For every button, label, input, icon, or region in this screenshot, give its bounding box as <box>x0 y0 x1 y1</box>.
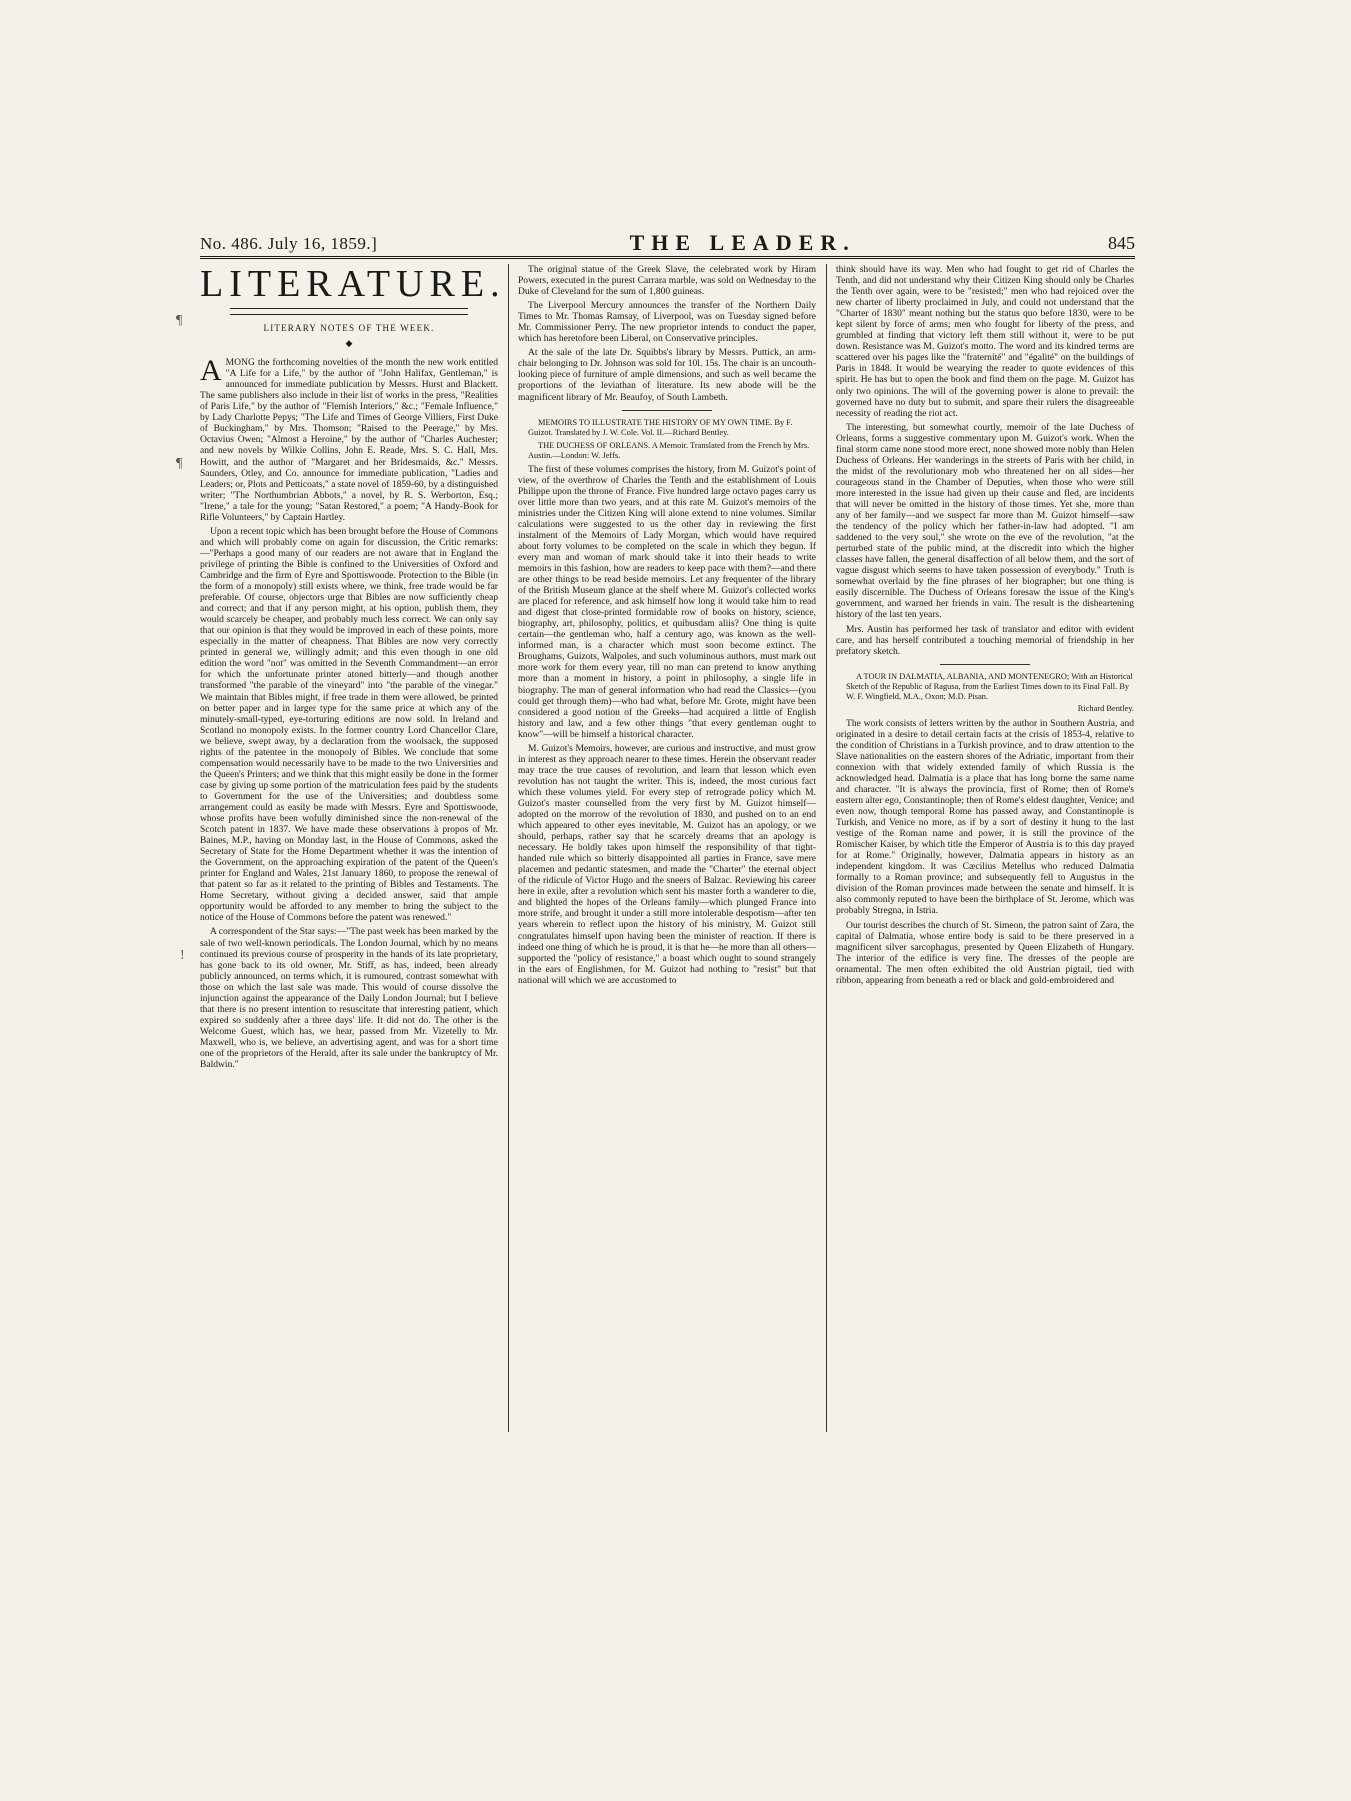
article-paragraph: A correspondent of the Star says:—"The past week has been marked by the sale of two well-known periodicals. The London Journal, which by no means continued its previous course of prosperity in the hands of its late proprietary, has gone back to its old owner, Mr. Stiff, as has, indeed, been already publicly announced, on terms which, it is rumoured, contrast somewhat with those on which the last sale was made. This would of course dissolve the injunction against the appearance of the Daily London Journal; but I believe that there is no present intention to resuscitate that interesting patient, which expired so suddenly after a three days' life. It did not do. The other is the Welcome Guest, which has, we hear, passed from Mr. Vizetelly to Mr. Maxwell, who is, we believe, an advertising agent, and was for a short time one of the proprietors of the Herald, after its sale under the bankruptcy of Mr. Baldwin." <box>200 926 498 1071</box>
column-1 <box>200 263 506 1073</box>
ornament-divider: ◆ <box>345 338 353 349</box>
section-rule <box>622 410 712 411</box>
literary-notes-heading: LITERARY NOTES OF THE WEEK. <box>263 323 435 333</box>
column-2 <box>518 264 816 989</box>
title-rule <box>230 308 468 315</box>
article-paragraph: The Liverpool Mercury announces the transfer of the Northern Daily Times to Mr. Thomas Ramsay, of Liverpool, was on Tuesday signed before Mr. Commissioner Perry. The new proprietor intends to conduct the paper, which has heretofore been Liberal, on Conservative principles. <box>518 300 816 345</box>
column-3 <box>836 264 1134 989</box>
article-paragraph: The first of these volumes comprises the history, from M. Guizot's point of view, of the overthrow of Charles the Tenth and the establishment of Louis Philippe upon the throne of France. Five hundred large octavo pages carry us over little more than two years, and at this rate M. Guizot's memoirs of the ministries under the Citizen King will alone extend to nine volumes. Similar calculations were suggested to us the other day in reviewing the first instalment of the Memoirs of Lady Morgan, which would have required about forty volumes to be completed on the scale in which they begun. If every man and woman of mark should take it into their heads to write memoirs in this fashion, how are readers to keep pace with them?—and there are other things to be read beside memoirs. Let any frequenter of the library of the British Museum glance at the shelf where M. Guizot's collected works are placed for reference, and ask himself how long it would take him to read and digest that close-printed formidable row of books on history, science, biography, art, philosophy, politics, et quibusdam aliis? One thing is quite certain—the gentleman who, half a century ago, was known as the well-informed man, is a character which must soon become extinct. The Broughams, Guizots, Walpoles, and such voluminous authors, must mark out more work for them every year, till no man can pretend to know anything more than a moment in history, a point in philosophy, a single life in biography. The man of general information who had read the Classics—(you could get through them)—who had what, before Mr. Grote, might have been considered a good notion of the Greeks—had acquired a little of English history and law, and a few other things "that every gentleman ought to know"—will be himself a historical character. <box>518 463 816 740</box>
column-divider <box>508 264 509 1432</box>
margin-mark: ! <box>180 948 185 963</box>
page-number: 845 <box>1108 233 1135 253</box>
article-paragraph: The interesting, but somewhat courtly, memoir of the late Duchess of Orleans, forms a suggestive commentary upon M. Guizot's work. When the final storm came none stood more erect, none showed more nobly than Helen Duchess of Orleans. Her wanderings in the streets of Paris with her child, in the midst of the revolutionary mob who threatened her on all sides—her courageous stand in the Chamber of Deputies, when those who were still more interested in the issue had given up their cause and fled, are incidents that will never be omitted in the history of those times. Yet she, more than any of her family—and we suspect far more than M. Guizot himself—saw the tendency of the policy which her father-in-law had adopted. "I am saddened to the very soul," she wrote on the eve of the revolution, "at the perturbed state of the public mind, at the discredit into which the higher classes have fallen, the general disaffection of all below them, and the sort of vague disgust which seems to have taken possession of everybody." Truth is somewhat overlaid by the fine phrases of her biographer; but one thing is easily discernible. The Duchess of Orleans foresaw the issue of the King's government, and warned her friends in vain. The result is the disheartening history of the last ten years. <box>836 421 1134 621</box>
review-book-heading: A TOUR IN DALMATIA, ALBANIA, AND MONTENEGRO; With an Historical Sketch of the Republic of Ragusa, from the Earliest Times down to its Final Fall. By W. F. Wingfield, M.A., Oxon; M.D. Pisan. <box>846 671 1133 701</box>
column-divider <box>826 264 827 1432</box>
margin-mark: ¶ <box>176 313 183 328</box>
article-paragraph: The original statue of the Greek Slave, the celebrated work by Hiram Powers, executed in the purest Carrara marble, was sold on Wednesday to the Duke of Cleveland for the sum of 1,800 guineas. <box>518 264 816 298</box>
article-paragraph: At the sale of the late Dr. Squibbs's library by Messrs. Puttick, an arm-chair belonging to Dr. Johnson was sold for 10l. 15s. The chair is an uncouth-looking piece of furniture of ample dimensions, and such as well became the proportions of the leviathan of literature. Its new abode will be the magnificent library of Mr. Beaufoy, of South Lambeth. <box>518 347 816 403</box>
article-paragraph: AMONG the forthcoming novelties of the month the new work entitled "A Life for a Life," by the author of "John Halifax, Gentleman," is announced for immediate publication by Messrs. Hurst and Blackett. The same publishers also include in their list of works in the press, "Realities of Paris Life," by the author of "Flemish Interiors," &c.; "Female Influence," by Lady Charlotte Pepys; "The Life and Times of George Villiers, First Duke of Buckingham," by Mrs. Thomson; "Raised to the Peerage," by Mrs. Octavius Owen; "Almost a Heroine," by the author of "Charles Auchester; and new novels by Wilkie Collins, John E. Reade, Mrs. S. C. Hall, Mrs. Howitt, and the author of "Margaret and her Bridesmaids, &c." Messrs. Saunders, Otley, and Co. announce for immediate publication, "Ladies and Leaders; or, Plots and Petticoats," a state novel of 1859-60, by a distinguished writer; "The Northumbrian Abbots," a novel, by R. S. Werborton, Esq.; "Irene," a tale for the young; "Satan Restored," a poem; "A Handy-Book for Rifle Volunteers," by Captain Hartley. <box>200 354 498 523</box>
section-rule <box>940 664 1030 665</box>
drop-cap: A <box>200 354 222 388</box>
margin-mark: ¶ <box>176 456 183 471</box>
review-book-heading: MEMOIRS TO ILLUSTRATE THE HISTORY OF MY OWN TIME. By F. Guizot. Translated by J. W. Cole. Vol. II.—Richard Bentley. <box>528 417 793 437</box>
article-paragraph: think should have its way. Men who had fought to get rid of Charles the Tenth, and did not understand why their Citizen King should only be Charles the Tenth over again, were to be "resisted;" men who had rejoiced over the new charter of liberty proclaimed in July, and could not understand that the "Charter of 1830" meant nothing but the status quo before 1830, were to be kept silent by force of arms; men who fought for liberty of the press, and grumbled at finding that victory left them still without it, were to be put down. Resistance was M. Guizot's motto. The word and its kindred terms are scattered over his pages like the "fraternité" and "égalité" on the buildings of Paris in 1848. It would be wearying the reader to quote evidences of this spirit. He has but to open the book and find them on the page. M. Guizot has only two opinions. The will of the governing power is alone to prevail: the governed have no duty but to submit, and spare their rulers the disagreeable necessity of reading the riot act. <box>836 264 1134 419</box>
article-paragraph: Our tourist describes the church of St. Simeon, the patron saint of Zara, the capital of Dalmatia, whose entire body is said to be there preserved in a magnificent silver sarcophagus, presented by Queen Elizabeth of Hungary. The interior of the edifice is very fine. The dresses of the people are ornamental. The men often exhibited the old Austrian pigtail, tied with ribbon, appearing from beneath a red or black and gold-embroidered and <box>836 919 1134 986</box>
article-paragraph: Mrs. Austin has performed her task of translator and editor with evident care, and has herself contributed a touching memorial of friendship in her prefatory sketch. <box>836 623 1134 657</box>
issue-date: No. 486. July 16, 1859.] <box>200 234 378 253</box>
newspaper-title: THE LEADER. <box>629 230 856 255</box>
review-book-heading: THE DUCHESS OF ORLEANS. A Memoir. Translated from the French by Mrs. Austin.—London: W. Jeffs. <box>528 440 810 460</box>
section-title: LITERATURE. <box>200 263 506 305</box>
article-paragraph: M. Guizot's Memoirs, however, are curious and instructive, and must grow in interest as they approach nearer to these times. Herein the observant reader may trace the true causes of revolution, and learn that lesson which even revolution has not taught the writer. This is, indeed, the most curious fact which these volumes yield. For every step of retrograde policy which M. Guizot's master counselled from the very first by M. Guizot himself—adopted on the morrow of the revolution of 1830, and pushed on to an end which appeared to other eyes inevitable, M. Guizot has an apology, or we should, perhaps, rather say that he scarcely dreams that an apology is necessary. He boldly takes upon himself the responsibility of that tight-handed rule which so bitterly disappointed all parties in France, save mere placemen and pedantic statesmen, and made the "Charter" the eternal object of the ridicule of Victor Hugo and the sneers of Balzac. Reviewing his career here in exile, after a revolution which sent his master forth a wanderer to die, and blighted the hopes of the Orleans family—which plunged France into more strife, and brought it under a still more intolerable despotism—after ten years wherein to reflect upon the history of his ministry, M. Guizot still congratulates himself upon having been the minister of reaction. If there is indeed one thing of which he is proud, it is that he—he more than all others—supported the "policy of resistance," a boast which ought to sound strangely in the ears of Englishmen, for M. Guizot had nothing to "resist" but that national will which we are accustomed to <box>518 742 817 986</box>
masthead <box>200 222 1135 259</box>
publisher-line: Richard Bentley. <box>1077 703 1134 713</box>
article-paragraph: Upon a recent topic which has been brought before the House of Commons and which will probably come on again for discussion, the Critic remarks:—"Perhaps a good many of our readers are not aware that in England the privilege of printing the Bible is confined to the Universities of Oxford and Cambridge and the firm of Eyre and Spottiswoode. Protection to the Bible (in the form of a monopoly) still exists where, we think, free trade would be far preferable. Of course, objectors urge that Bibles are now sufficiently cheap and correct; and that if any person might, at his option, publish them, they would scarcely be cheaper, and probably much less correct. We can only say that our opinion is that they would be improved in each of these points, more especially in the matter of cheapness. That Bibles are now very correctly printed in general we, willingly admit; and this even though in one old edition the word "not" was omitted in the Seventh Commandment—an error for which the unfortunate printer atoned bitterly—and though another transformed "the parable of the vineyard" into "the parable of the vinegar." We maintain that Bibles might, if free trade in them were allowed, be printed on better paper and in larger type for the same price at which any of the minutely-small-typed, eye-torturing editions are now sold. In Ireland and Scotland no monopoly exists. In the former country Lord Chancellor Clare, we believe, swept away, by a declaration from the woolsack, the supposed rights of the patentee in the monopoly of Bibles. We conclude that some compensation would necessarily have to be made to the two Universities and the Queen's Printers; and we think that this might easily be done in the former case by giving up some portion of the matriculation fees paid by the students to Government for the use of the Universities; and doubtless some arrangement could as easily be made with Messrs. Eyre and Spottiswoode, whose profits have been wofully diminished since the non-renewal of the Scotch patent in 1837. We have made these observations à propos of Mr. Baines, M.P., having on Monday last, in the House of Commons, asked the Secretary of State for the Home Department whether it was the intention of the Government, on the approaching expiration of the patent of the Queen's printer for England and Wales, 21st January 1860, to propose the renewal of that patent so far as it related to the printing of Bibles and Testaments. The Home Secretary, without giving a decided answer, said that ample opportunity would be afforded to any member to bring the subject to the notice of the House of Commons before the patent was renewed." <box>200 525 498 924</box>
article-paragraph: The work consists of letters written by the author in Southern Austria, and originated in a desire to detail certain facts at the crisis of 1853-4, relative to the condition of Christians in a Turkish province, and to draw attention to the Slave nationalities on the eastern shores of the Adriatic, important from their connexion with that widely extended family of which Russia is the acknowledged head. Dalmatia is a place that has long borne the same name and character. "It is always the provincia, first of Rome; then of Rome's eastern alter ego, Constantinople; then of Rome's eldest daughter, Venice; and even now, though temporal Rome has passed away, and Constantinople is Turkish, and Venice no more, as if by a sort of destiny it hung to the last vestige of the Roman name and power, it is still the province of the Romischer Kaiser, by which title the Emperor of Austria is to this day prayed for at Rome." Originally, however, Dalmatia appears in history as an independent kingdom. It was Cæcilius Metellus who reduced Dalmatia formally to a Roman province; and subsequently fell to Augustus in the division of the Roman provinces made between the senate and himself. It is also commonly reputed to have been the birthplace of St. Jerome, which was probably Stregna, in Istria. <box>836 717 1134 917</box>
